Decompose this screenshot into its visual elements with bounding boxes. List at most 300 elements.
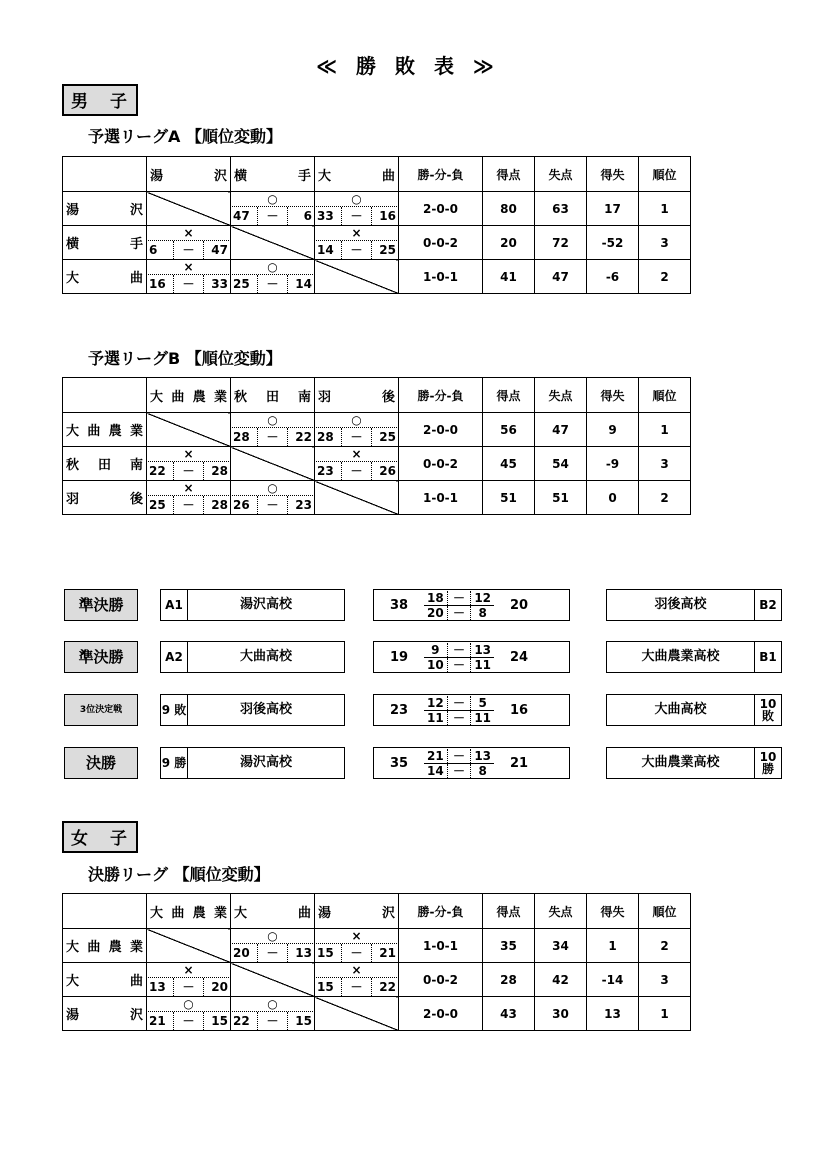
row-team-name: 大曲 xyxy=(63,963,147,997)
column-team-name: 横手 xyxy=(231,157,315,192)
row-team-name: 羽後 xyxy=(63,481,147,515)
match-score xyxy=(232,495,313,514)
score-dash: － xyxy=(257,428,288,446)
table-header-row xyxy=(63,894,691,929)
half-score-row xyxy=(424,658,494,672)
match-result xyxy=(315,963,398,996)
stat-wdl: 1-0-1 xyxy=(399,481,483,515)
score-for: 22 xyxy=(233,1014,250,1028)
column-header-rank: 順位 xyxy=(639,157,691,192)
stat-wdl: 0-0-2 xyxy=(399,226,483,260)
match-result xyxy=(231,929,314,962)
left-team-box xyxy=(160,589,345,621)
score-against: 23 xyxy=(295,498,312,512)
stat-rank: 1 xyxy=(639,192,691,226)
row-team-name: 大曲農業 xyxy=(63,929,147,963)
score-dash: － xyxy=(341,428,372,446)
left-team-code: 9 勝 xyxy=(161,748,188,778)
score-against: 6 xyxy=(303,209,312,223)
score-dash: － xyxy=(341,944,372,962)
score-for: 25 xyxy=(149,498,166,512)
score-against: 22 xyxy=(379,980,396,994)
stat-rank: 3 xyxy=(639,447,691,481)
half-left-score: 18 xyxy=(426,590,444,605)
stat-pa: 63 xyxy=(535,192,587,226)
stat-diff: -14 xyxy=(587,963,639,997)
stat-rank: 3 xyxy=(639,963,691,997)
match-result-cell xyxy=(315,413,399,447)
column-header-diff: 得失 xyxy=(587,378,639,413)
score-for: 6 xyxy=(149,243,158,257)
right-team-box xyxy=(606,589,782,621)
match-result xyxy=(231,481,314,514)
score-for: 15 xyxy=(317,980,334,994)
half-right-score: 8 xyxy=(478,605,487,620)
score-dash: － xyxy=(173,462,204,480)
match-result xyxy=(315,192,398,225)
match-score xyxy=(148,1011,229,1030)
match-result xyxy=(315,929,398,962)
table-row xyxy=(63,929,691,963)
round-label: 準決勝 xyxy=(64,589,138,621)
score-against: 25 xyxy=(379,430,396,444)
right-team-box xyxy=(606,641,782,673)
match-score-box xyxy=(373,589,570,621)
result-symbol: ○ xyxy=(267,929,278,943)
girls-league-title: 決勝リーグ 【順位変動】 xyxy=(88,865,270,884)
stat-wdl: 0-0-2 xyxy=(399,447,483,481)
right-team-code: B1 xyxy=(754,642,781,672)
left-team-code: A2 xyxy=(161,642,188,672)
column-header-pf: 得点 xyxy=(483,378,535,413)
score-dash: － xyxy=(341,241,372,259)
match-result-cell xyxy=(231,481,315,515)
result-symbol: × xyxy=(183,260,194,274)
result-symbol: ○ xyxy=(351,413,362,427)
half-scores xyxy=(424,591,494,620)
score-against: 14 xyxy=(295,277,312,291)
stat-rank: 2 xyxy=(639,260,691,294)
right-team-name: 大曲農業高校 xyxy=(641,649,720,664)
half-score-row xyxy=(424,591,494,606)
score-dash: － xyxy=(341,207,372,225)
column-header-diff: 得失 xyxy=(587,894,639,929)
half-left-score: 20 xyxy=(426,605,444,620)
result-symbol: ○ xyxy=(267,192,278,206)
match-score xyxy=(148,495,229,514)
right-total-score: 16 xyxy=(509,702,529,718)
score-for: 23 xyxy=(317,464,334,478)
match-result xyxy=(147,260,230,293)
column-header-pf: 得点 xyxy=(483,157,535,192)
score-for: 20 xyxy=(233,946,250,960)
stat-pf: 41 xyxy=(483,260,535,294)
half-right-score: 8 xyxy=(478,763,487,778)
league-b-title: 予選リーグB 【順位変動】 xyxy=(88,349,282,368)
score-dash: － xyxy=(447,643,472,657)
score-for: 47 xyxy=(233,209,250,223)
half-right-score: 13 xyxy=(474,642,492,657)
half-scores xyxy=(424,643,494,672)
match-result-cell xyxy=(231,413,315,447)
stat-pa: 30 xyxy=(535,997,587,1031)
result-symbol: ○ xyxy=(267,260,278,274)
stat-rank: 1 xyxy=(639,413,691,447)
column-team-name: 大曲農業 xyxy=(147,378,231,413)
right-team-box xyxy=(606,694,782,726)
stat-rank: 1 xyxy=(639,997,691,1031)
result-symbol: × xyxy=(183,226,194,240)
column-header-rank: 順位 xyxy=(639,894,691,929)
column-team-name: 大曲 xyxy=(231,894,315,929)
right-total-score: 20 xyxy=(509,597,529,613)
league-a-table xyxy=(62,156,691,294)
row-team-name: 秋田南 xyxy=(63,447,147,481)
result-symbol: × xyxy=(351,226,362,240)
score-for: 22 xyxy=(149,464,166,478)
match-result xyxy=(231,260,314,293)
right-team-name: 羽後高校 xyxy=(654,597,707,612)
score-against: 13 xyxy=(295,946,312,960)
result-symbol: ○ xyxy=(267,413,278,427)
left-team-box xyxy=(160,694,345,726)
half-scores xyxy=(424,696,494,725)
stat-pa: 34 xyxy=(535,929,587,963)
left-team-code: 9 敗 xyxy=(161,695,188,725)
stat-diff: -52 xyxy=(587,226,639,260)
result-symbol: × xyxy=(351,963,362,977)
row-team-name: 湯沢 xyxy=(63,192,147,226)
right-total-score: 24 xyxy=(509,649,529,665)
column-header-wdl: 勝-分-負 xyxy=(399,378,483,413)
right-team-name: 大曲農業高校 xyxy=(641,755,720,770)
result-symbol: × xyxy=(351,929,362,943)
stat-pf: 20 xyxy=(483,226,535,260)
left-team-box xyxy=(160,747,345,779)
score-dash: － xyxy=(341,978,372,996)
result-symbol: × xyxy=(183,481,194,495)
half-left-score: 14 xyxy=(426,763,444,778)
left-total-score: 38 xyxy=(389,597,409,613)
half-right-score: 5 xyxy=(478,695,487,710)
match-result-cell xyxy=(147,963,231,997)
table-row xyxy=(63,260,691,294)
score-against: 20 xyxy=(211,980,228,994)
column-header-rank: 順位 xyxy=(639,378,691,413)
match-score xyxy=(232,1011,313,1030)
match-result-cell xyxy=(147,260,231,294)
score-for: 16 xyxy=(149,277,166,291)
column-header-diff: 得失 xyxy=(587,157,639,192)
score-dash: － xyxy=(173,496,204,514)
table-row xyxy=(63,447,691,481)
match-result-cell xyxy=(231,929,315,963)
left-total-score: 35 xyxy=(389,755,409,771)
half-score-row xyxy=(424,711,494,725)
half-left-score: 9 xyxy=(431,642,440,657)
match-score-box xyxy=(373,747,570,779)
match-result-cell xyxy=(231,260,315,294)
corner-cell xyxy=(63,157,147,192)
stat-pf: 56 xyxy=(483,413,535,447)
score-dash: － xyxy=(447,606,472,620)
stat-pf: 35 xyxy=(483,929,535,963)
left-team-name: 湯沢高校 xyxy=(239,597,292,612)
match-result-cell xyxy=(315,447,399,481)
left-team-name: 大曲高校 xyxy=(239,649,292,664)
match-score xyxy=(232,274,313,293)
stat-wdl: 1-0-1 xyxy=(399,929,483,963)
stat-diff: 9 xyxy=(587,413,639,447)
half-right-score: 11 xyxy=(474,657,492,672)
corner-cell xyxy=(63,894,147,929)
score-for: 13 xyxy=(149,980,166,994)
column-team-name: 大曲農業 xyxy=(147,894,231,929)
match-result xyxy=(147,997,230,1030)
left-total-score: 23 xyxy=(389,702,409,718)
left-team-name: 羽後高校 xyxy=(239,702,292,717)
score-dash: － xyxy=(447,711,472,725)
stat-pa: 42 xyxy=(535,963,587,997)
stat-pf: 51 xyxy=(483,481,535,515)
score-for: 33 xyxy=(317,209,334,223)
column-header-wdl: 勝-分-負 xyxy=(399,157,483,192)
row-team-name: 横手 xyxy=(63,226,147,260)
right-team-box xyxy=(606,747,782,779)
match-result-cell xyxy=(147,481,231,515)
score-against: 22 xyxy=(295,430,312,444)
score-against: 26 xyxy=(379,464,396,478)
match-result-cell xyxy=(231,192,315,226)
round-label: 準決勝 xyxy=(64,641,138,673)
table-row xyxy=(63,226,691,260)
match-score xyxy=(232,427,313,446)
match-result-cell xyxy=(315,226,399,260)
stat-pa: 47 xyxy=(535,413,587,447)
score-dash: － xyxy=(257,275,288,293)
score-dash: － xyxy=(173,241,204,259)
self-match-cell xyxy=(147,413,231,447)
match-score xyxy=(316,977,397,996)
score-dash: － xyxy=(447,696,472,710)
stat-rank: 2 xyxy=(639,481,691,515)
stat-pa: 51 xyxy=(535,481,587,515)
score-dash: － xyxy=(173,978,204,996)
stat-pf: 28 xyxy=(483,963,535,997)
stat-rank: 2 xyxy=(639,929,691,963)
round-label: 決勝 xyxy=(64,747,138,779)
column-header-pa: 失点 xyxy=(535,157,587,192)
girls-label: 女 子 xyxy=(62,821,138,853)
match-score xyxy=(316,206,397,225)
stat-wdl: 2-0-0 xyxy=(399,997,483,1031)
match-result xyxy=(147,226,230,259)
score-for: 15 xyxy=(317,946,334,960)
match-result-cell xyxy=(315,929,399,963)
half-left-score: 10 xyxy=(426,657,444,672)
score-against: 33 xyxy=(211,277,228,291)
score-against: 28 xyxy=(211,464,228,478)
match-result xyxy=(231,997,314,1030)
right-total-score: 21 xyxy=(509,755,529,771)
self-match-cell xyxy=(315,481,399,515)
score-dash: － xyxy=(173,1012,204,1030)
match-result-cell xyxy=(147,447,231,481)
score-dash: － xyxy=(341,462,372,480)
left-total-score: 19 xyxy=(389,649,409,665)
score-against: 16 xyxy=(379,209,396,223)
match-score xyxy=(316,943,397,962)
score-dash: － xyxy=(257,207,288,225)
right-team-name: 大曲高校 xyxy=(654,702,707,717)
match-score xyxy=(148,274,229,293)
match-result xyxy=(147,963,230,996)
stat-rank: 3 xyxy=(639,226,691,260)
score-dash: － xyxy=(447,658,472,672)
score-dash: － xyxy=(257,496,288,514)
score-for: 28 xyxy=(233,430,250,444)
half-right-score: 11 xyxy=(474,710,492,725)
result-symbol: ○ xyxy=(267,481,278,495)
score-against: 47 xyxy=(211,243,228,257)
stat-wdl: 2-0-0 xyxy=(399,192,483,226)
column-header-wdl: 勝-分-負 xyxy=(399,894,483,929)
match-score xyxy=(232,206,313,225)
stat-diff: -6 xyxy=(587,260,639,294)
match-result-cell xyxy=(315,963,399,997)
half-right-score: 13 xyxy=(474,748,492,763)
self-match-cell xyxy=(315,260,399,294)
stat-diff: 17 xyxy=(587,192,639,226)
score-for: 28 xyxy=(317,430,334,444)
half-left-score: 21 xyxy=(426,748,444,763)
result-symbol: ○ xyxy=(183,997,194,1011)
half-score-row xyxy=(424,643,494,658)
match-score-box xyxy=(373,641,570,673)
score-for: 25 xyxy=(233,277,250,291)
stat-diff: 13 xyxy=(587,997,639,1031)
score-dash: － xyxy=(173,275,204,293)
row-team-name: 大曲 xyxy=(63,260,147,294)
half-scores xyxy=(424,749,494,778)
stat-pa: 72 xyxy=(535,226,587,260)
girls-league-table xyxy=(62,893,691,1031)
self-match-cell xyxy=(147,929,231,963)
match-result xyxy=(315,447,398,480)
score-dash: － xyxy=(257,944,288,962)
stat-wdl: 1-0-1 xyxy=(399,260,483,294)
half-score-row xyxy=(424,764,494,778)
result-symbol: × xyxy=(351,447,362,461)
match-result xyxy=(315,413,398,446)
match-result xyxy=(147,481,230,514)
result-symbol: × xyxy=(183,963,194,977)
match-result xyxy=(315,226,398,259)
table-row xyxy=(63,413,691,447)
match-score xyxy=(148,461,229,480)
stat-diff: 0 xyxy=(587,481,639,515)
score-for: 14 xyxy=(317,243,334,257)
score-against: 25 xyxy=(379,243,396,257)
match-score xyxy=(316,240,397,259)
stat-pf: 43 xyxy=(483,997,535,1031)
column-team-name: 羽後 xyxy=(315,378,399,413)
stat-pf: 80 xyxy=(483,192,535,226)
match-score xyxy=(148,240,229,259)
score-for: 26 xyxy=(233,498,250,512)
right-team-code: 10 勝 xyxy=(754,748,781,778)
left-team-name: 湯沢高校 xyxy=(239,755,292,770)
column-team-name: 湯沢 xyxy=(147,157,231,192)
stat-pf: 45 xyxy=(483,447,535,481)
match-result xyxy=(147,447,230,480)
corner-cell xyxy=(63,378,147,413)
stat-pa: 54 xyxy=(535,447,587,481)
boys-label: 男 子 xyxy=(62,84,138,116)
half-right-score: 12 xyxy=(474,590,492,605)
column-team-name: 湯沢 xyxy=(315,894,399,929)
column-header-pa: 失点 xyxy=(535,894,587,929)
table-row xyxy=(63,963,691,997)
score-dash: － xyxy=(447,749,472,763)
self-match-cell xyxy=(315,997,399,1031)
right-team-code: B2 xyxy=(754,590,781,620)
column-header-pa: 失点 xyxy=(535,378,587,413)
score-for: 21 xyxy=(149,1014,166,1028)
match-score-box xyxy=(373,694,570,726)
match-result xyxy=(231,413,314,446)
self-match-cell xyxy=(147,192,231,226)
round-label: 3位決定戦 xyxy=(64,694,138,726)
table-header-row xyxy=(63,378,691,413)
table-row xyxy=(63,481,691,515)
table-row xyxy=(63,997,691,1031)
column-header-pf: 得点 xyxy=(483,894,535,929)
self-match-cell xyxy=(231,963,315,997)
match-result xyxy=(231,192,314,225)
score-against: 15 xyxy=(295,1014,312,1028)
result-symbol: ○ xyxy=(267,997,278,1011)
score-against: 15 xyxy=(211,1014,228,1028)
left-team-code: A1 xyxy=(161,590,188,620)
match-result-cell xyxy=(231,997,315,1031)
half-left-score: 12 xyxy=(426,695,444,710)
match-score xyxy=(232,943,313,962)
match-score xyxy=(316,461,397,480)
column-team-name: 秋田南 xyxy=(231,378,315,413)
stat-wdl: 2-0-0 xyxy=(399,413,483,447)
table-row xyxy=(63,192,691,226)
match-result-cell xyxy=(315,192,399,226)
page-title: ≪ 勝 敗 表 ≫ xyxy=(316,54,500,78)
league-a-title: 予選リーグA 【順位変動】 xyxy=(88,127,282,146)
self-match-cell xyxy=(231,226,315,260)
score-against: 28 xyxy=(211,498,228,512)
stat-wdl: 0-0-2 xyxy=(399,963,483,997)
result-symbol: × xyxy=(183,447,194,461)
stat-diff: -9 xyxy=(587,447,639,481)
row-team-name: 湯沢 xyxy=(63,997,147,1031)
left-team-box xyxy=(160,641,345,673)
half-left-score: 11 xyxy=(426,710,444,725)
stat-pa: 47 xyxy=(535,260,587,294)
column-team-name: 大曲 xyxy=(315,157,399,192)
score-dash: － xyxy=(447,591,472,605)
half-score-row xyxy=(424,696,494,711)
match-score xyxy=(148,977,229,996)
match-result-cell xyxy=(147,997,231,1031)
right-team-code: 10 敗 xyxy=(754,695,781,725)
